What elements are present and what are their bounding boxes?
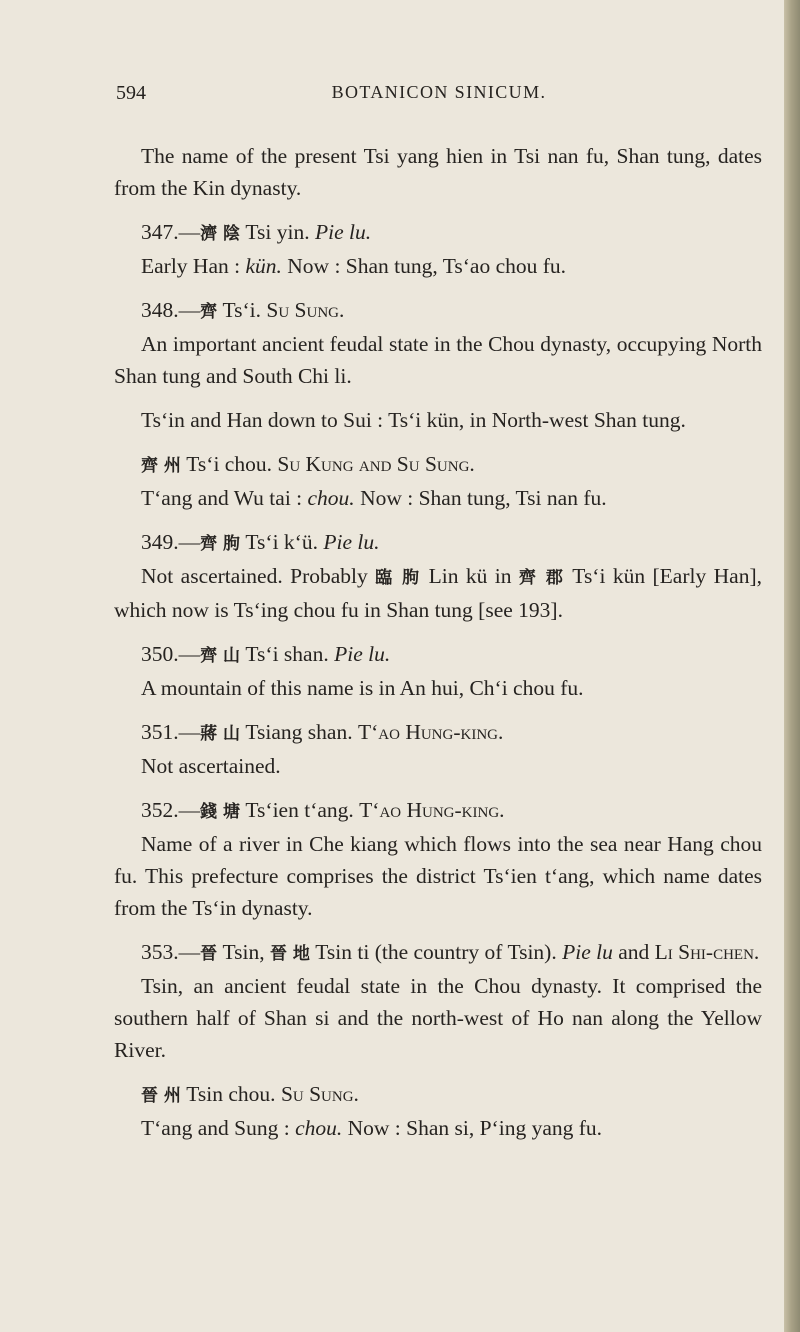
entry-number: 349.— — [141, 530, 201, 554]
chinese-characters: 晉 地 — [269, 944, 310, 964]
page-body — [114, 140, 762, 1144]
entry-348-subheading — [114, 448, 762, 482]
entry-348-sub-body — [114, 482, 762, 514]
chinese-characters: 齊 朐 — [200, 534, 241, 554]
entry-source: T‘ao Hung-king. — [357, 720, 504, 744]
entry-source: Su Sung. — [266, 298, 345, 322]
entry-347-body — [114, 250, 762, 282]
entry-351-heading — [114, 716, 762, 750]
entry-348-paragraph-1: An important ancient feudal state in the Chou dynasty, occupying North Shan tung and South Chi li. — [114, 332, 762, 388]
chinese-characters: 濟 陰 — [200, 224, 241, 244]
entry-name: Ts‘ien t‘ang. — [240, 798, 360, 822]
text: Lin kü in — [421, 564, 519, 588]
page-number: 594 — [116, 82, 146, 104]
text-italic: chou. — [307, 486, 355, 510]
entry-350-paragraph: A mountain of this name is in An hui, Ch‘i chou fu. — [141, 676, 584, 700]
entry-number: 353.— — [141, 940, 201, 964]
text: T‘ang and Sung : — [141, 1116, 296, 1140]
entry-source: Pie lu. — [315, 220, 372, 244]
entry-source: Pie lu — [562, 940, 613, 964]
entry-name: Tsin chou. — [180, 1082, 281, 1106]
text: Now : Shan tung, Tsi nan fu. — [354, 486, 607, 510]
chinese-characters: 齊 郡 — [518, 568, 565, 588]
text: Not ascertained. Probably — [141, 564, 376, 588]
text: Early Han : — [141, 254, 246, 278]
intro-line-2: Shan tung, dates from the Kin dynasty. — [114, 144, 762, 200]
chinese-characters: 錢 塘 — [200, 802, 241, 822]
entry-source: Pie lu. — [334, 642, 391, 666]
entry-name: Tsiang shan. — [240, 720, 358, 744]
text-italic: kün. — [245, 254, 282, 278]
entry-353-heading — [114, 936, 762, 970]
entry-353-paragraph: Tsin, an ancient feudal state in the Chou dynasty. It comprised the southern half of Shan si and the north-west of Ho nan along the Yellow River. — [114, 974, 762, 1062]
text: Ts‘i kün [Early Han], which now is Ts‘ing chou fu in Shan tung [see 193]. — [114, 564, 762, 622]
entry-name: Tsi yin. — [240, 220, 315, 244]
chinese-characters: 蔣 山 — [200, 724, 241, 744]
text: Now : Shan tung, Ts‘ao chou fu. — [281, 254, 567, 278]
page-edge-shadow — [784, 0, 800, 1332]
intro-paragraph — [114, 140, 762, 204]
entry-source: Pie lu. — [323, 530, 380, 554]
page-header — [116, 82, 762, 112]
entry-name: Ts‘i chou. — [180, 452, 278, 476]
entry-number: 350.— — [141, 642, 201, 666]
text-italic: chou. — [295, 1116, 343, 1140]
entry-number: 351.— — [141, 720, 201, 744]
entry-name: Tsin, — [217, 940, 270, 964]
entry-number: 348.— — [141, 298, 201, 322]
entry-source: Li Shi-chen. — [654, 940, 760, 964]
entry-349-paragraph — [114, 560, 762, 626]
entry-number: 347.— — [141, 220, 201, 244]
chinese-characters: 臨 朐 — [375, 568, 422, 588]
entry-352-heading — [114, 794, 762, 828]
text: and — [612, 940, 655, 964]
entry-353-subheading — [114, 1078, 762, 1112]
entry-name: Ts‘i. — [217, 298, 267, 322]
entry-source: Su Sung. — [280, 1082, 359, 1106]
entry-name: Ts‘i k‘ü. — [240, 530, 324, 554]
entry-350-heading — [114, 638, 762, 672]
text: Now : Shan si, P‘ing yang fu. — [342, 1116, 603, 1140]
entry-353-sub-body — [114, 1112, 762, 1144]
chinese-characters: 齊 山 — [200, 646, 241, 666]
entry-347-heading — [114, 216, 762, 250]
entry-number: 352.— — [141, 798, 201, 822]
running-title: BOTANICON SINICUM. — [331, 82, 547, 102]
entry-351-paragraph: Not ascertained. — [141, 754, 281, 778]
chinese-characters: 晉 — [200, 944, 218, 964]
intro-line-1: The name of the present Tsi yang hien in Tsi nan fu, — [141, 144, 610, 168]
chinese-characters: 齊 州 — [141, 456, 181, 476]
entry-349-heading — [114, 526, 762, 560]
chinese-characters: 晉 州 — [141, 1086, 181, 1106]
entry-source: Su Kung and Su Sung. — [277, 452, 475, 476]
chinese-characters: 齊 — [200, 302, 218, 322]
text: T‘ang and Wu tai : — [141, 486, 308, 510]
entry-name: Ts‘i shan. — [240, 642, 335, 666]
entry-348-heading — [114, 294, 762, 328]
entry-source: T‘ao Hung-king. — [359, 798, 505, 822]
entry-name: Tsin ti (the country of Tsin). — [309, 940, 563, 964]
entry-352-paragraph: Name of a river in Che kiang which flows into the sea near Hang chou fu. This prefecture comprises the district Ts‘ien t‘ang, which name dates from the Ts‘in dynasty. — [114, 832, 762, 920]
entry-348-paragraph-2: Ts‘in and Han down to Sui : Ts‘i kün, in North-west Shan tung. — [141, 408, 686, 432]
